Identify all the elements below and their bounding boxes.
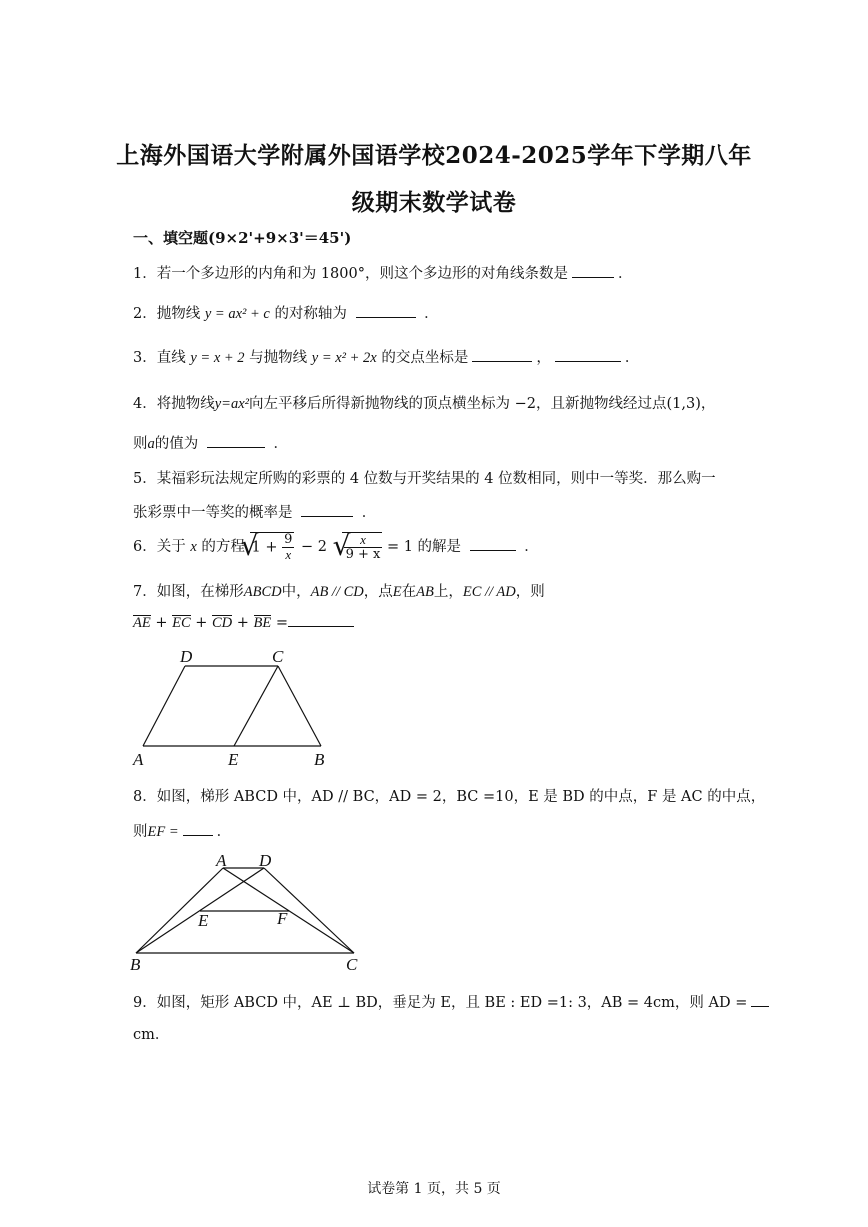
label-f: F [277,909,288,928]
section-heading: 一、填空题(9×2'+9×3'＝45') [133,229,352,247]
answer-blank [555,349,621,362]
exam-title-line1: 上海外国语大学附属外国语学校2024-2025学年下学期八年 [116,142,752,169]
math-expression: y = x + 2 [190,350,245,366]
question-9-line2: cm． [133,1027,170,1043]
answer-blank [288,614,354,627]
vector-ec: EC [172,615,191,631]
label-a: A [216,851,227,870]
label-a: A [133,750,144,769]
question-5-line1: 5．某福彩玩法规定所购的彩票的 4 位数与开奖结果的 4 位数相同，则中一等奖．那么购一 [133,471,716,487]
page-footer: 试卷第 1 页，共 5 页 [367,1181,501,1197]
math-expression: y=ax² [214,396,249,412]
question-1-text: 1．若一个多边形的内角和为 1800°，则这个多边形的对角线条数是 [133,266,568,282]
answer-blank [301,504,353,517]
question-4-line2: 则a的值为 ． [133,436,288,452]
radical-2: √ $\frac{x}{9 + x}$ [332,529,381,562]
question-3: 3．直线 y = x + 2 与抛物线 y = x² + 2x 的交点坐标是 ， ． [133,350,640,366]
answer-blank [470,538,516,551]
answer-blank [472,349,532,362]
label-b: B [130,955,141,974]
radical-1: √ 1 + $\frac{9}{x}$ [240,529,293,562]
label-c: C [272,647,284,666]
question-4-line1: 4．将抛物线y=ax²向左平移后所得新抛物线的顶点横坐标为 −2，且新抛物线经过点(1,3)， [133,396,716,412]
vector-be: BE [253,615,272,631]
trapezoid-figure-q8 [128,850,368,975]
answer-blank [572,265,614,278]
question-6: 6．关于 x 的方程 √ 1 + $\frac{9}{x}$ − 2 √ $\frac{x}{9 + x}$ = 1 的解是 ． [133,529,539,562]
question-9-line1: 9．如图，矩形 ABCD 中，AE ⊥ BD，垂足为 E，且 BE : ED =1: 3，AB = 4cm，则 AD = [133,991,769,1012]
segment-cb [278,666,321,746]
answer-blank [356,305,416,318]
label-c: C [346,955,358,974]
answer-blank [751,994,769,1007]
question-8-line1: 8．如图，梯形 ABCD 中，AD // BC，AD = 2，BC =10，E 是 BD 的中点，F 是 AC 的中点， [133,789,766,805]
label-b: B [314,750,325,769]
label-e: E [198,911,209,930]
label-d: D [259,851,272,870]
segment-ad [143,666,185,746]
question-7-line2: AE + EC + CD + BE = [133,614,358,631]
answer-blank [207,435,265,448]
math-expression: y = x² + 2x [311,350,377,366]
question-1: 1．若一个多边形的内角和为 1800°，则这个多边形的对角线条数是 ． [133,266,633,282]
exam-title-line2: 级期末数学试卷 [351,189,517,216]
label-d: D [180,647,193,666]
trapezoid-figure-q7 [128,645,338,770]
segment-ec [234,666,278,746]
label-e: E [228,750,239,769]
math-expression: y = ax² + c [204,306,270,322]
question-5-line2: 张彩票中一等奖的概率是 ． [133,505,377,521]
question-2: 2．抛物线 y = ax² + c 的对称轴为 ． [133,306,439,322]
question-8-line2: 则EF = ． [133,824,232,840]
answer-blank [183,823,213,836]
vector-cd: CD [212,615,233,631]
vector-ae: AE [133,615,151,631]
question-7-line1: 7．如图，在梯形ABCD中，AB // CD，点E在AB上，EC // AD，则 [133,584,545,600]
